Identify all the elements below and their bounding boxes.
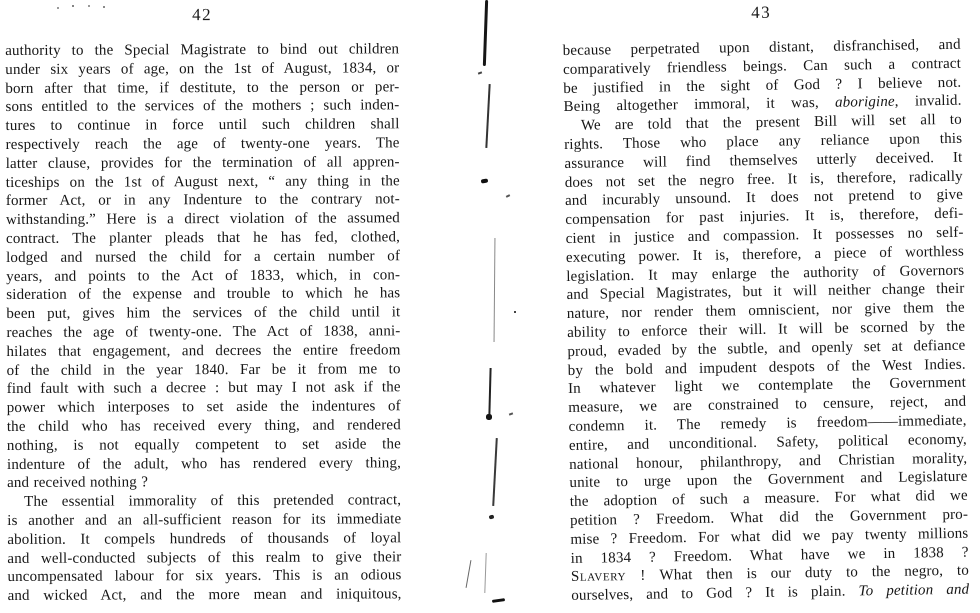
text-line: and Special Magistrates, but it will neither change their	[566, 281, 965, 304]
gutter-mark	[506, 194, 510, 198]
gutter-mark	[486, 414, 492, 420]
scan-speck	[57, 7, 59, 9]
text-line: indenture of the adult, who has rendered every thing,	[6, 454, 402, 473]
gutter-mark	[494, 238, 496, 342]
text-line: hilates that engagement, and decrees the entire freedom	[6, 342, 401, 360]
text-line: power which interposes to set aside the indentures of	[6, 398, 401, 417]
text-line: born after that time, if destitute, to the person or per-	[5, 78, 400, 97]
small-caps-text: Slavery !	[570, 568, 647, 586]
text-line: uncompensated labour for six years. This is an odious	[7, 567, 402, 586]
text-line: former Act, or in any Indenture to the contrary not-	[5, 191, 400, 210]
gutter-mark	[483, 0, 488, 66]
text-line: years, and points to the Act of 1833, which, in con-	[6, 266, 401, 285]
text-line: ourselves, and to God ? It is plain. To petition and	[571, 581, 970, 605]
text-line: and received nothing ?	[7, 474, 149, 492]
text-line: compensation for past injuries. It is, therefore, defi-	[565, 205, 964, 229]
text-line: and wicked Act, and the more mean and iniquitous,	[7, 586, 402, 605]
text-line: proud, evaded by the subtle, and openly set at defiance	[567, 337, 966, 360]
text-line: by the bold and impudent despots of the West Indies.	[567, 356, 966, 379]
text-line: and incurably unsound. It does not pretend to give	[564, 187, 964, 210]
text-line: been put, gives him the services of the child until it	[6, 304, 401, 323]
text-line: the child who has received every thing, and rendered	[6, 417, 401, 435]
text-line: In whatever light we contemplate the Government	[567, 375, 967, 398]
text-line: measure, we are constrained to censure, reject, and	[568, 393, 967, 417]
gutter-mark	[489, 514, 495, 519]
gutter-mark	[485, 84, 490, 148]
page-number-left: 42	[191, 5, 213, 25]
text-line: ticeships on the 1st of August next, “ any thing in the	[5, 172, 400, 191]
text-line: assurance will find themselves utterly deceived. It	[564, 149, 963, 172]
text-line: sideration of the expense and trouble to which he has	[6, 285, 401, 304]
page-43-text	[563, 36, 970, 606]
text-line: respectively reach the age of twenty-one years. The	[5, 135, 400, 153]
gutter-mark	[484, 553, 486, 593]
text-line: authority to the Special Magistrate to bind out children	[5, 41, 400, 59]
page-43	[562, 0, 969, 606]
text-line: mise ? Freedom. For what did we pay twenty millions	[570, 525, 969, 548]
page-42-text	[5, 40, 401, 606]
text-line: nothing, is not equally competent to set aside the	[6, 436, 401, 454]
text-line: legislation. It may enlarge the authority of Governors	[566, 262, 965, 285]
text-line: be justified in the sight of God ? I believe not.	[563, 74, 962, 97]
text-line: reaches the age of twenty-one. The Act of 1838, anni-	[6, 323, 401, 341]
text-line: in 1834 ? Freedom. What have we in 1838 ?	[570, 544, 969, 567]
text-line: unite to urge upon the Government and Legislature	[569, 469, 968, 492]
text-line: does not set the negro free. It is, therefore, radically	[564, 168, 963, 191]
text-line: executing power. It is, therefore, a piece of worthless	[565, 243, 965, 266]
text-line: nature, nor render them omniscient, nor give them the	[566, 299, 965, 323]
text-line: under six years of age, on the 1st of August, 1834, or	[5, 60, 400, 78]
text-line: sons entitled to the services of the mothers ; such inden-	[5, 97, 400, 116]
italic-text: aborigine	[834, 94, 895, 112]
text-line: The essential immorality of this pretended contract,	[24, 492, 402, 511]
text-line: Slavery ! What then is our duty to the negro, to	[570, 562, 970, 586]
gutter-mark	[478, 71, 482, 74]
scan-speck	[88, 5, 90, 7]
text-line: lodged and nursed the child for a certain number of	[6, 248, 401, 266]
text-line: tures to continue in force until such children shall	[5, 116, 400, 135]
gutter-mark	[492, 598, 505, 603]
scan-speck	[103, 6, 105, 8]
text-line: national honour, philanthropy, and Christian morality,	[569, 450, 968, 473]
text-line: comparatively friendless beings. Can such a contract	[562, 55, 962, 78]
text-line: abolition. It compels hundreds of thousands of loyal	[7, 529, 402, 548]
gutter-mark	[466, 560, 472, 588]
page-number-right: 43	[750, 2, 772, 23]
gutter-mark	[492, 438, 498, 506]
text-line: contract. The planter pleads that he has fed, clothed,	[5, 229, 401, 247]
text-line: because perpetrated upon distant, disfranchised, and	[562, 36, 961, 59]
text-line: the adoption of such a measure. For what did we	[569, 487, 968, 511]
text-line: We are told that the present Bill will set all to	[580, 111, 962, 134]
text-line: find fault with such a decree : but may I not ask if the	[6, 379, 401, 398]
text-line: rights. Those who place any reliance upon this	[564, 130, 963, 153]
text-line: withstanding.” Here is a direct violation of the assumed	[5, 210, 400, 229]
text-line: and well-conducted subjects of this realm to give their	[7, 548, 402, 567]
gutter-mark	[509, 412, 513, 415]
gutter-mark	[514, 311, 516, 313]
text-line: petition ? Freedom. What did the Government pro-	[569, 506, 969, 529]
text-line: condemn it. The remedy is freedom——immediate,	[568, 412, 967, 435]
text-line: Being altogether immoral, it was, aborigine, invalid.	[563, 93, 962, 116]
text-line: cient in justice and compassion. It possesses no self-	[565, 224, 964, 247]
text-line: is another and an all-sufficient reason for its immediate	[7, 511, 402, 529]
italic-text: To petition and	[858, 581, 970, 600]
text-line: of the child in the year 1840. Far be it from me to	[6, 360, 401, 379]
text-line: latter clause, provides for the termination of all appren-	[5, 154, 400, 172]
gutter-mark	[481, 178, 489, 183]
gutter-mark	[488, 368, 491, 414]
text-line: ability to enforce their will. It will be scorned by the	[567, 318, 966, 341]
page-42	[5, 4, 402, 606]
text-line: entire, and unconditional. Safety, political economy,	[568, 431, 967, 454]
scan-speck	[72, 5, 74, 7]
